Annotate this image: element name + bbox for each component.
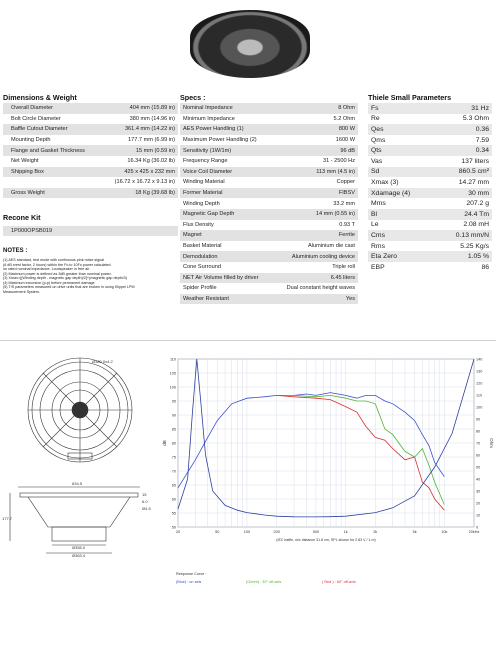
spec-value: 14 mm (0.55 in): [281, 209, 358, 220]
dimension-row: [3, 167, 178, 178]
x-tick-label: 100: [243, 530, 251, 534]
y-tick-label: 60: [171, 497, 176, 502]
dimension-label: Mounting Depth: [3, 135, 99, 146]
dimension-label: Net Weight: [3, 156, 99, 167]
spec-row: [180, 167, 358, 178]
dimension-row: [3, 103, 178, 114]
ts-param-label: Sd: [368, 167, 434, 178]
legend-title: Response Curve :: [176, 572, 207, 576]
y2-tick-label: 40: [476, 477, 481, 482]
spec-label: Nominal Impedance: [180, 103, 281, 114]
dimension-value: 380 mm (14.96 in): [99, 114, 178, 125]
y2-axis-label: Ohm: [489, 438, 494, 448]
dimension-value: 177.7 mm (6.99 in): [99, 135, 178, 146]
y-tick-label: 50: [171, 525, 176, 530]
y2-tick-label: 20: [476, 501, 481, 506]
note-line: (4) Maximum excursion (p-p) before permanent damage: [3, 280, 95, 285]
spec-label: Weather Resistant: [180, 294, 281, 305]
spec-label: Demodulation: [180, 251, 281, 262]
spec-label: Frequency Range: [180, 156, 281, 167]
spec-row: [180, 177, 358, 188]
y2-tick-label: 130: [476, 369, 483, 374]
spec-label: Magnetic Gap Depth: [180, 209, 281, 220]
y-tick-label: 90: [171, 413, 176, 418]
ts-param-row: [368, 114, 492, 125]
ts-param-value: 30 mm: [434, 188, 492, 199]
note-line: (5) T/S parameters measured on drive units that are broken in using Klippel LPM: [3, 285, 135, 289]
front-view-drawing: [28, 358, 132, 462]
dimension-label: [3, 177, 99, 188]
dimension-value: 361.4 mm (14.22 in): [99, 124, 178, 135]
legend-blue: (Blue) : on axis: [176, 580, 202, 584]
ts-param-label: EBP: [368, 262, 434, 273]
ts-param-label: Re: [368, 114, 434, 125]
ts-param-label: Fs: [368, 103, 434, 114]
spec-value: Aluminium die cast: [281, 241, 358, 252]
y-axis-label: dB: [162, 440, 167, 446]
ts-param-value: 207.2 g: [434, 198, 492, 209]
spec-label: Cone Surround: [180, 262, 281, 273]
spec-row: [180, 114, 358, 125]
technical-drawing: [0, 345, 160, 585]
y2-tick-label: 110: [476, 393, 483, 398]
y2-tick-label: 10: [476, 513, 481, 518]
ts-param-row: [368, 262, 492, 273]
ts-param-row: [368, 198, 492, 209]
spec-label: Winding Material: [180, 177, 281, 188]
spec-label: Sensitivity (1W/1m): [180, 145, 281, 156]
ts-param-label: Rms: [368, 241, 434, 252]
speaker-photo: [190, 10, 310, 78]
spec-value: 6.45 liters: [281, 273, 358, 284]
y2-tick-label: 50: [476, 465, 481, 470]
ts-param-value: 1.05 %: [434, 251, 492, 262]
ts-param-label: Qms: [368, 135, 434, 146]
section-divider: [0, 340, 496, 341]
ts-param-value: 31 Hz: [434, 103, 492, 114]
spec-row: [180, 294, 358, 305]
ts-param-value: 137 liters: [434, 156, 492, 167]
spec-row: [180, 283, 358, 294]
ts-param-value: 5.3 Ohm: [434, 114, 492, 125]
spec-value: Triple roll: [281, 262, 358, 273]
spec-value: 0.93 T: [281, 220, 358, 231]
spec-value: 33.2 mm: [281, 198, 358, 209]
spec-label: Minimum Impedance: [180, 114, 281, 125]
y-tick-label: 80: [171, 441, 176, 446]
y2-tick-label: 0: [476, 525, 479, 530]
ts-param-row: [368, 188, 492, 199]
y-tick-label: 95: [171, 399, 176, 404]
ts-param-label: Vas: [368, 156, 434, 167]
ts-param-row: [368, 167, 492, 178]
ts-param-row: [368, 156, 492, 167]
dimension-label: Flange and Gasket Thickness: [3, 145, 99, 156]
y-tick-label: 105: [169, 371, 176, 376]
spec-label: Maximum Power Handling (2): [180, 135, 281, 146]
frequency-response-chart: [160, 355, 496, 575]
ts-param-value: 0.13 mm/N: [434, 230, 492, 241]
dimension-value: 18 Kg (39.68 lb): [99, 188, 178, 199]
dimension-label: Shipping Box: [3, 167, 99, 178]
specs-table: [180, 103, 358, 304]
spec-row: [180, 220, 358, 231]
dimension-row: [3, 156, 178, 167]
drawing-label-7: Ø4.5: [142, 506, 151, 511]
spec-row: [180, 156, 358, 167]
legend-red: ( Red ) : 60° off-axis: [322, 580, 356, 584]
ts-param-label: Bl: [368, 209, 434, 220]
x-tick-label: 500: [312, 530, 320, 534]
spec-label: Voice Coil Diameter: [180, 167, 281, 178]
spec-value: Dual constant height waves: [281, 283, 358, 294]
ts-param-label: Mms: [368, 198, 434, 209]
ts-param-row: [368, 241, 492, 252]
spec-label: NET Air Volume filled by driver: [180, 273, 281, 284]
y2-tick-label: 140: [476, 357, 483, 362]
ts-param-value: 24.4 Tm: [434, 209, 492, 220]
y2-tick-label: 80: [476, 429, 481, 434]
x-tick-label: 200: [273, 530, 280, 534]
spec-value: 5.2 Ohm: [281, 114, 358, 125]
ts-param-value: 0.36: [434, 124, 492, 135]
spec-label: AES Power Handling (1): [180, 124, 281, 135]
spec-row: [180, 230, 358, 241]
spec-label: Magnet: [180, 230, 281, 241]
side-view-drawing: [10, 487, 140, 553]
spec-row: [180, 188, 358, 199]
drawing-label-1: 634.5: [72, 481, 83, 486]
note-line: Measurement System.: [3, 289, 40, 294]
note-line: (3) Xmax=[(Winding depth - magnetic gap depth)/2]+(magnetic gap depth/3): [3, 276, 128, 280]
dimension-value: 425 x 425 x 232 mm: [99, 167, 178, 178]
ts-param-value: 5.25 Kg/s: [434, 241, 492, 252]
spec-value: 800 W: [281, 124, 358, 135]
spec-value: 1600 W: [281, 135, 358, 146]
drawing-label-4: 177.7: [2, 516, 13, 521]
y-tick-label: 110: [169, 357, 176, 362]
ts-param-row: [368, 103, 492, 114]
x-tick-label: 20: [175, 530, 181, 534]
ts-param-label: Eta Zero: [368, 251, 434, 262]
y-tick-label: 85: [171, 427, 176, 432]
notes-title: NOTES :: [3, 248, 28, 254]
recone-title: Recone Kit: [3, 213, 41, 222]
dimension-label: Baffle Cutout Diameter: [3, 124, 99, 135]
drawing-label-3: Ø355.0: [72, 545, 86, 550]
y-tick-label: 75: [171, 455, 176, 460]
ts-param-label: Cms: [368, 230, 434, 241]
spec-value: 113 mm (4.5 in): [281, 167, 358, 178]
ts-param-value: 860.5 cm²: [434, 167, 492, 178]
dimension-label: Overall Diameter: [3, 103, 99, 114]
dimension-row: [3, 124, 178, 135]
ts-param-value: 86: [434, 262, 492, 273]
note-line: (2) Maximum power is defined as 3dB greater than nominal power.: [3, 271, 112, 276]
dimension-value: 15 mm (0.59 in): [99, 145, 178, 156]
x-tick-label: 50: [215, 530, 220, 534]
y-tick-label: 65: [171, 483, 176, 488]
dimension-row: [3, 177, 178, 188]
thiele-title: Thiele Small Parameters: [368, 93, 452, 102]
dimensions-title: Dimensions & Weight: [3, 93, 77, 102]
dimension-row: [3, 188, 178, 199]
spec-row: [180, 241, 358, 252]
spec-value: Aluminium cooling device: [281, 251, 358, 262]
spec-value: Ferrite: [281, 230, 358, 241]
y2-tick-label: 100: [476, 405, 483, 410]
legend-green: (Green) : 30° off-axis: [246, 580, 282, 584]
spec-label: Former Material: [180, 188, 281, 199]
ts-param-value: 7.59: [434, 135, 492, 146]
dimensions-table: [3, 103, 178, 198]
spec-label: Spider Profile: [180, 283, 281, 294]
spec-row: [180, 209, 358, 220]
ts-param-row: [368, 177, 492, 188]
x-tick-label: 10k: [441, 530, 448, 534]
recone-code: 1P000OPSB019: [3, 226, 178, 236]
note-line: on rated nominal impedance. Loudspeaker in free air: [3, 267, 90, 271]
ts-param-value: 0.34: [434, 145, 492, 156]
dimension-label: Bolt Circle Diameter: [3, 114, 99, 125]
ts-param-label: Qts: [368, 145, 434, 156]
ts-param-value: 14.27 mm: [434, 177, 492, 188]
note-line: (6 dB crest factor, 2 hours) within the Fo to 10Fo power calculated: [3, 262, 111, 267]
dimension-value: 404 mm (15.89 in): [99, 103, 178, 114]
ts-param-row: [368, 124, 492, 135]
ts-param-row: [368, 135, 492, 146]
thiele-table: [368, 103, 492, 273]
spec-row: [180, 262, 358, 273]
ts-param-label: Xdamage (4): [368, 188, 434, 199]
ts-param-value: 2.08 mH: [434, 220, 492, 231]
spec-value: Copper: [281, 177, 358, 188]
dimension-row: [3, 135, 178, 146]
note-line: (1) AES standard, test mode with continuous pink noise signal: [3, 258, 105, 262]
specs-title: Specs :: [180, 93, 206, 102]
x-tick-label: 1k: [343, 530, 348, 534]
y2-tick-label: 70: [476, 441, 481, 446]
y2-tick-label: 120: [476, 381, 483, 386]
dimension-value: (16.72 x 16.72 x 9.13 in): [99, 177, 178, 188]
ts-param-row: [368, 220, 492, 231]
x-tick-label: 20kHz: [468, 530, 480, 534]
drawing-label-2: Ø363.4: [72, 553, 86, 558]
y-tick-label: 55: [171, 511, 176, 516]
spec-value: 96 dB: [281, 145, 358, 156]
spec-row: [180, 103, 358, 114]
dimension-label: Gross Weight: [3, 188, 99, 199]
dimension-value: 16.34 Kg (36.02 lb): [99, 156, 178, 167]
y2-tick-label: 90: [476, 417, 481, 422]
spec-value: 31 - 2500 Hz: [281, 156, 358, 167]
ts-param-row: [368, 251, 492, 262]
spec-row: [180, 145, 358, 156]
spec-row: [180, 273, 358, 284]
ts-param-label: Xmax (3): [368, 177, 434, 188]
drawing-label-5: 15: [142, 492, 147, 497]
spec-label: Flux Density: [180, 220, 281, 231]
drawing-label-0: Ø380.0x4.2: [92, 359, 113, 364]
ts-param-row: [368, 209, 492, 220]
notes-list: [3, 258, 179, 294]
ts-param-label: Le: [368, 220, 434, 231]
y2-tick-label: 60: [476, 453, 481, 458]
x-tick-label: 2k: [373, 530, 378, 534]
ts-param-label: Qes: [368, 124, 434, 135]
spec-row: [180, 124, 358, 135]
spec-label: Basket Material: [180, 241, 281, 252]
drawing-label-6: 6.0: [142, 499, 148, 504]
ts-param-row: [368, 230, 492, 241]
spec-row: [180, 198, 358, 209]
spec-value: 8 Ohm: [281, 103, 358, 114]
spec-value: Yes: [281, 294, 358, 305]
spec-value: FIBSV: [281, 188, 358, 199]
y-tick-label: 100: [169, 385, 176, 390]
y-tick-label: 70: [171, 469, 176, 474]
dimension-row: [3, 114, 178, 125]
ts-param-row: [368, 145, 492, 156]
dimension-row: [3, 145, 178, 156]
spec-row: [180, 251, 358, 262]
x-tick-label: 5k: [412, 530, 417, 534]
spec-row: [180, 135, 358, 146]
y2-tick-label: 30: [476, 489, 481, 494]
chart-note: (IEC baffle, mic distance 31.6 cm, SPL shown for 2.83 V / 1 m): [276, 538, 376, 542]
spec-label: Winding Depth: [180, 198, 281, 209]
